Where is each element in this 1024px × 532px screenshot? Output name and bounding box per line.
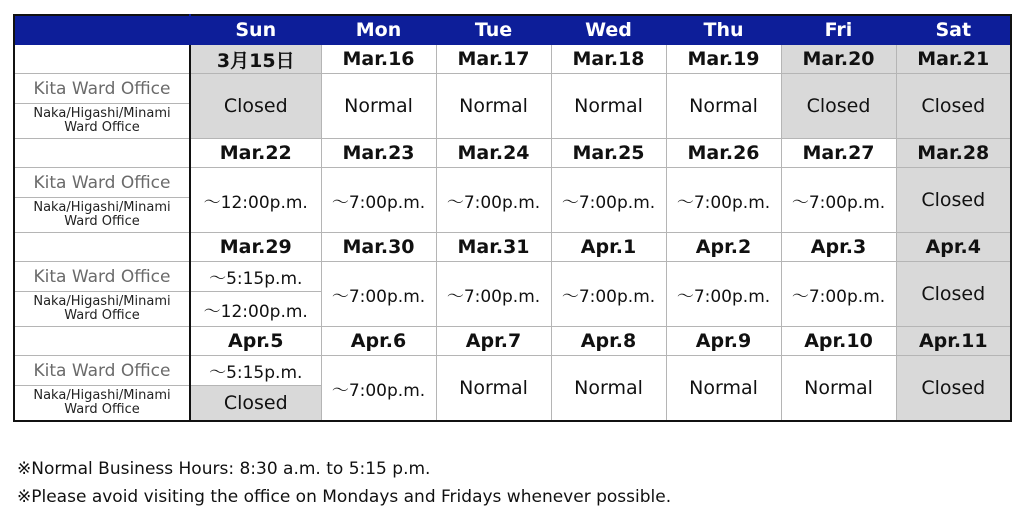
date-cell: Mar.18	[551, 45, 666, 74]
date-cell: Mar.24	[436, 139, 551, 168]
date-cell: Mar.21	[896, 45, 1011, 74]
status-cell: Closed	[781, 74, 896, 139]
date-cell: Mar.20	[781, 45, 896, 74]
status-row-kita	[14, 262, 1011, 292]
status-cell: Normal	[551, 356, 666, 422]
date-row	[14, 139, 1011, 168]
date-cell: Apr.2	[666, 233, 781, 262]
date-cell: Apr.3	[781, 233, 896, 262]
date-cell: Apr.6	[321, 327, 436, 356]
note-line: ※Please avoid visiting the office on Mondays and Fridays whenever possible.	[17, 487, 672, 507]
status-cell: Normal	[551, 74, 666, 139]
day-header-row	[14, 15, 1011, 45]
status-cell: ～7:00p.m.	[321, 168, 436, 233]
status-cell: Normal	[666, 74, 781, 139]
date-cell: Apr.11	[896, 327, 1011, 356]
date-cell: Mar.25	[551, 139, 666, 168]
date-row	[14, 233, 1011, 262]
date-cell: Mar.22	[190, 139, 321, 168]
status-cell: ～12:00p.m.	[190, 168, 321, 233]
day-header: Sat	[896, 15, 1011, 45]
status-cell: ～5:15p.m.	[190, 356, 321, 386]
date-cell: Mar.23	[321, 139, 436, 168]
date-cell: Mar.27	[781, 139, 896, 168]
date-cell: Apr.7	[436, 327, 551, 356]
status-cell: ～7:00p.m.	[781, 262, 896, 327]
naka-ward-label: Naka/Higashi/Minami Ward Office	[14, 292, 190, 327]
status-cell: ～7:00p.m.	[321, 262, 436, 327]
status-cell: Closed	[896, 74, 1011, 139]
status-cell: ～5:15p.m.	[190, 262, 321, 292]
note-line: ※Normal Business Hours: 8:30 a.m. to 5:15 p.m.	[17, 459, 431, 479]
status-cell: ～12:00p.m.	[190, 292, 321, 327]
status-cell: ～7:00p.m.	[321, 356, 436, 422]
status-cell: Normal	[436, 74, 551, 139]
status-cell: Normal	[666, 356, 781, 422]
naka-ward-label: Naka/Higashi/Minami Ward Office	[14, 198, 190, 233]
date-cell: Mar.26	[666, 139, 781, 168]
kita-ward-label: Kita Ward Office	[14, 74, 190, 104]
day-header: Mon	[321, 15, 436, 45]
date-cell: Apr.9	[666, 327, 781, 356]
date-row	[14, 327, 1011, 356]
status-cell: ～7:00p.m.	[551, 262, 666, 327]
naka-ward-label: Naka/Higashi/Minami Ward Office	[14, 104, 190, 139]
status-cell: Normal	[781, 356, 896, 422]
status-cell: ～7:00p.m.	[666, 262, 781, 327]
status-cell: Closed	[896, 356, 1011, 422]
kita-ward-label: Kita Ward Office	[14, 168, 190, 198]
day-header: Tue	[436, 15, 551, 45]
status-cell: ～7:00p.m.	[551, 168, 666, 233]
status-cell: Closed	[190, 386, 321, 422]
status-cell: ～7:00p.m.	[436, 168, 551, 233]
day-header: Sun	[190, 15, 321, 45]
row-label-blank	[14, 45, 190, 74]
day-header: Thu	[666, 15, 781, 45]
status-cell: ～7:00p.m.	[666, 168, 781, 233]
schedule-table	[13, 14, 1012, 422]
kita-ward-label: Kita Ward Office	[14, 356, 190, 386]
row-label-blank	[14, 139, 190, 168]
status-cell: Closed	[896, 262, 1011, 327]
date-cell: Mar.28	[896, 139, 1011, 168]
status-cell: Normal	[436, 356, 551, 422]
day-header: Wed	[551, 15, 666, 45]
naka-ward-label: Naka/Higashi/Minami Ward Office	[14, 386, 190, 422]
status-cell: ～7:00p.m.	[436, 262, 551, 327]
status-row-kita	[14, 74, 1011, 104]
date-cell: Apr.8	[551, 327, 666, 356]
row-label-blank	[14, 327, 190, 356]
notes	[17, 455, 671, 511]
date-cell: 3月15日	[190, 45, 321, 74]
date-cell: Mar.31	[436, 233, 551, 262]
date-cell: Mar.17	[436, 45, 551, 74]
date-row	[14, 45, 1011, 74]
status-row-kita	[14, 168, 1011, 198]
date-cell: Mar.30	[321, 233, 436, 262]
status-cell: Closed	[896, 168, 1011, 233]
status-cell: Closed	[190, 74, 321, 139]
header-corner	[14, 15, 190, 45]
day-header: Fri	[781, 15, 896, 45]
status-cell: ～7:00p.m.	[781, 168, 896, 233]
status-row-kita	[14, 356, 1011, 386]
status-cell: Normal	[321, 74, 436, 139]
date-cell: Apr.10	[781, 327, 896, 356]
date-cell: Apr.4	[896, 233, 1011, 262]
date-cell: Mar.16	[321, 45, 436, 74]
row-label-blank	[14, 233, 190, 262]
date-cell: Apr.1	[551, 233, 666, 262]
date-cell: Apr.5	[190, 327, 321, 356]
date-cell: Mar.19	[666, 45, 781, 74]
kita-ward-label: Kita Ward Office	[14, 262, 190, 292]
date-cell: Mar.29	[190, 233, 321, 262]
